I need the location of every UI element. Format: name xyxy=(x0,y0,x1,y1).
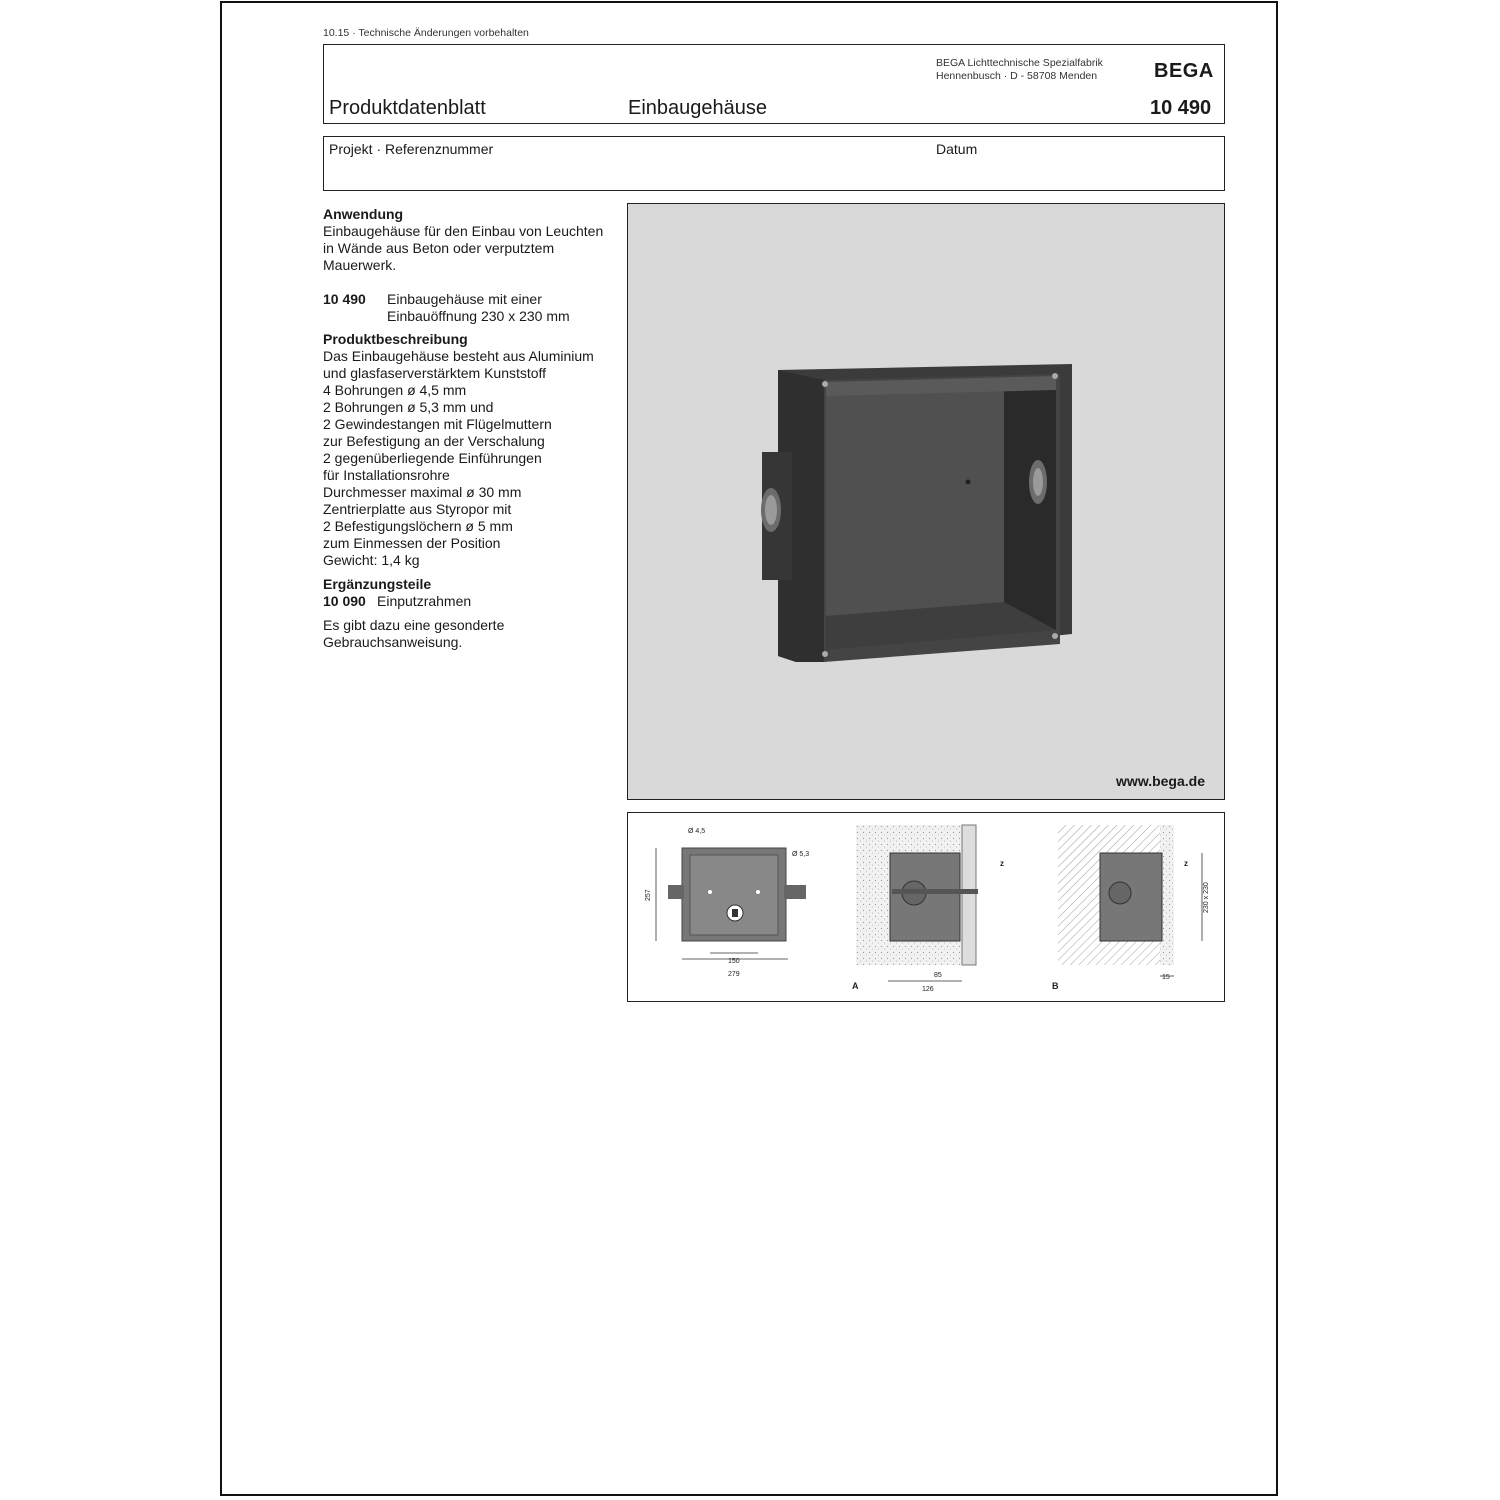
brand-logo: BEGA xyxy=(1154,60,1214,82)
item-line: Einbauöffnung 230 x 230 mm xyxy=(387,308,570,324)
item-number: 10 490 xyxy=(323,291,366,307)
dim-d53: Ø 5,3 xyxy=(792,851,810,858)
item-line: Einbaugehäuse mit einer xyxy=(387,291,542,307)
section-b-label: B xyxy=(1052,981,1059,991)
z-label-a: z xyxy=(1000,859,1004,868)
anwendung-heading: Anwendung xyxy=(323,206,404,222)
ergaenzung-row xyxy=(323,593,613,610)
beschreibung-line: 2 Bohrungen ø 5,3 mm und xyxy=(323,399,494,415)
website-url: www.bega.de xyxy=(1116,773,1205,789)
technical-drawing xyxy=(627,812,1225,1002)
company-address xyxy=(936,57,1103,83)
beschreibung-line: 2 gegenüberliegende Einführungen xyxy=(323,450,542,466)
anwendung-line: in Wände aus Beton oder verputztem xyxy=(323,240,555,256)
beschreibung-line: zum Einmessen der Position xyxy=(323,535,501,551)
beschreibung-line: Das Einbaugehäuse besteht aus Aluminium xyxy=(323,348,594,364)
dim-257: 257 xyxy=(645,889,652,901)
product-category: Einbaugehäuse xyxy=(628,97,768,119)
section-b xyxy=(1052,825,1210,991)
dim-85: 85 xyxy=(934,972,942,979)
section-a-label: A xyxy=(852,981,859,991)
dim-150: 150 xyxy=(728,958,740,965)
ergaenzung-description: Einputzrahmen xyxy=(377,593,472,609)
dim-279: 279 xyxy=(728,971,740,978)
project-label: Projekt · Referenznummer xyxy=(329,141,494,157)
dimension-drawings xyxy=(628,813,1224,1001)
beschreibung-line: 4 Bohrungen ø 4,5 mm xyxy=(323,382,467,398)
top-note: 10.15 · Technische Änderungen vorbehalten xyxy=(323,27,529,39)
product-photo xyxy=(627,203,1225,800)
date-label: Datum xyxy=(936,141,978,157)
description-column xyxy=(323,206,613,651)
beschreibung-line: für Installationsrohre xyxy=(323,467,450,483)
front-view xyxy=(645,828,809,978)
note-line: Es gibt dazu eine gesonderte xyxy=(323,617,505,633)
ergaenzung-number: 10 090 xyxy=(323,593,366,609)
beschreibung-line: Durchmesser maximal ø 30 mm xyxy=(323,484,522,500)
beschreibung-line: und glasfaserverstärktem Kunststoff xyxy=(323,365,547,381)
anwendung-line: Einbaugehäuse für den Einbau von Leuchten xyxy=(323,223,604,239)
beschreibung-heading: Produktbeschreibung xyxy=(323,331,468,347)
item-description xyxy=(387,291,570,325)
beschreibung-line: 2 Gewindestangen mit Flügelmuttern xyxy=(323,416,552,432)
dim-d45: Ø 4,5 xyxy=(688,828,706,835)
beschreibung-line: zur Befestigung an der Verschalung xyxy=(323,433,545,449)
item-row xyxy=(323,291,613,325)
dim-126: 126 xyxy=(922,986,934,993)
anwendung-line: Mauerwerk. xyxy=(323,257,397,273)
section-a xyxy=(852,825,1004,993)
product-number: 10 490 xyxy=(1150,97,1212,119)
beschreibung-line: Gewicht: 1,4 kg xyxy=(323,552,420,568)
z-label-b: z xyxy=(1184,859,1188,868)
housing-illustration xyxy=(628,204,1224,799)
ergaenzung-heading: Ergänzungsteile xyxy=(323,576,432,592)
company-line-1: BEGA Lichttechnische Spezialfabrik xyxy=(936,57,1103,69)
dim-15: 15 xyxy=(1162,974,1170,981)
note-line: Gebrauchsanweisung. xyxy=(323,634,463,650)
dim-230: 230 x 230 xyxy=(1203,882,1210,913)
beschreibung-line: Zentrierplatte aus Styropor mit xyxy=(323,501,512,517)
page-title: Produktdatenblatt xyxy=(329,97,486,119)
company-line-2: Hennenbusch · D - 58708 Menden xyxy=(936,70,1098,82)
beschreibung-line: 2 Befestigungslöchern ø 5 mm xyxy=(323,518,513,534)
